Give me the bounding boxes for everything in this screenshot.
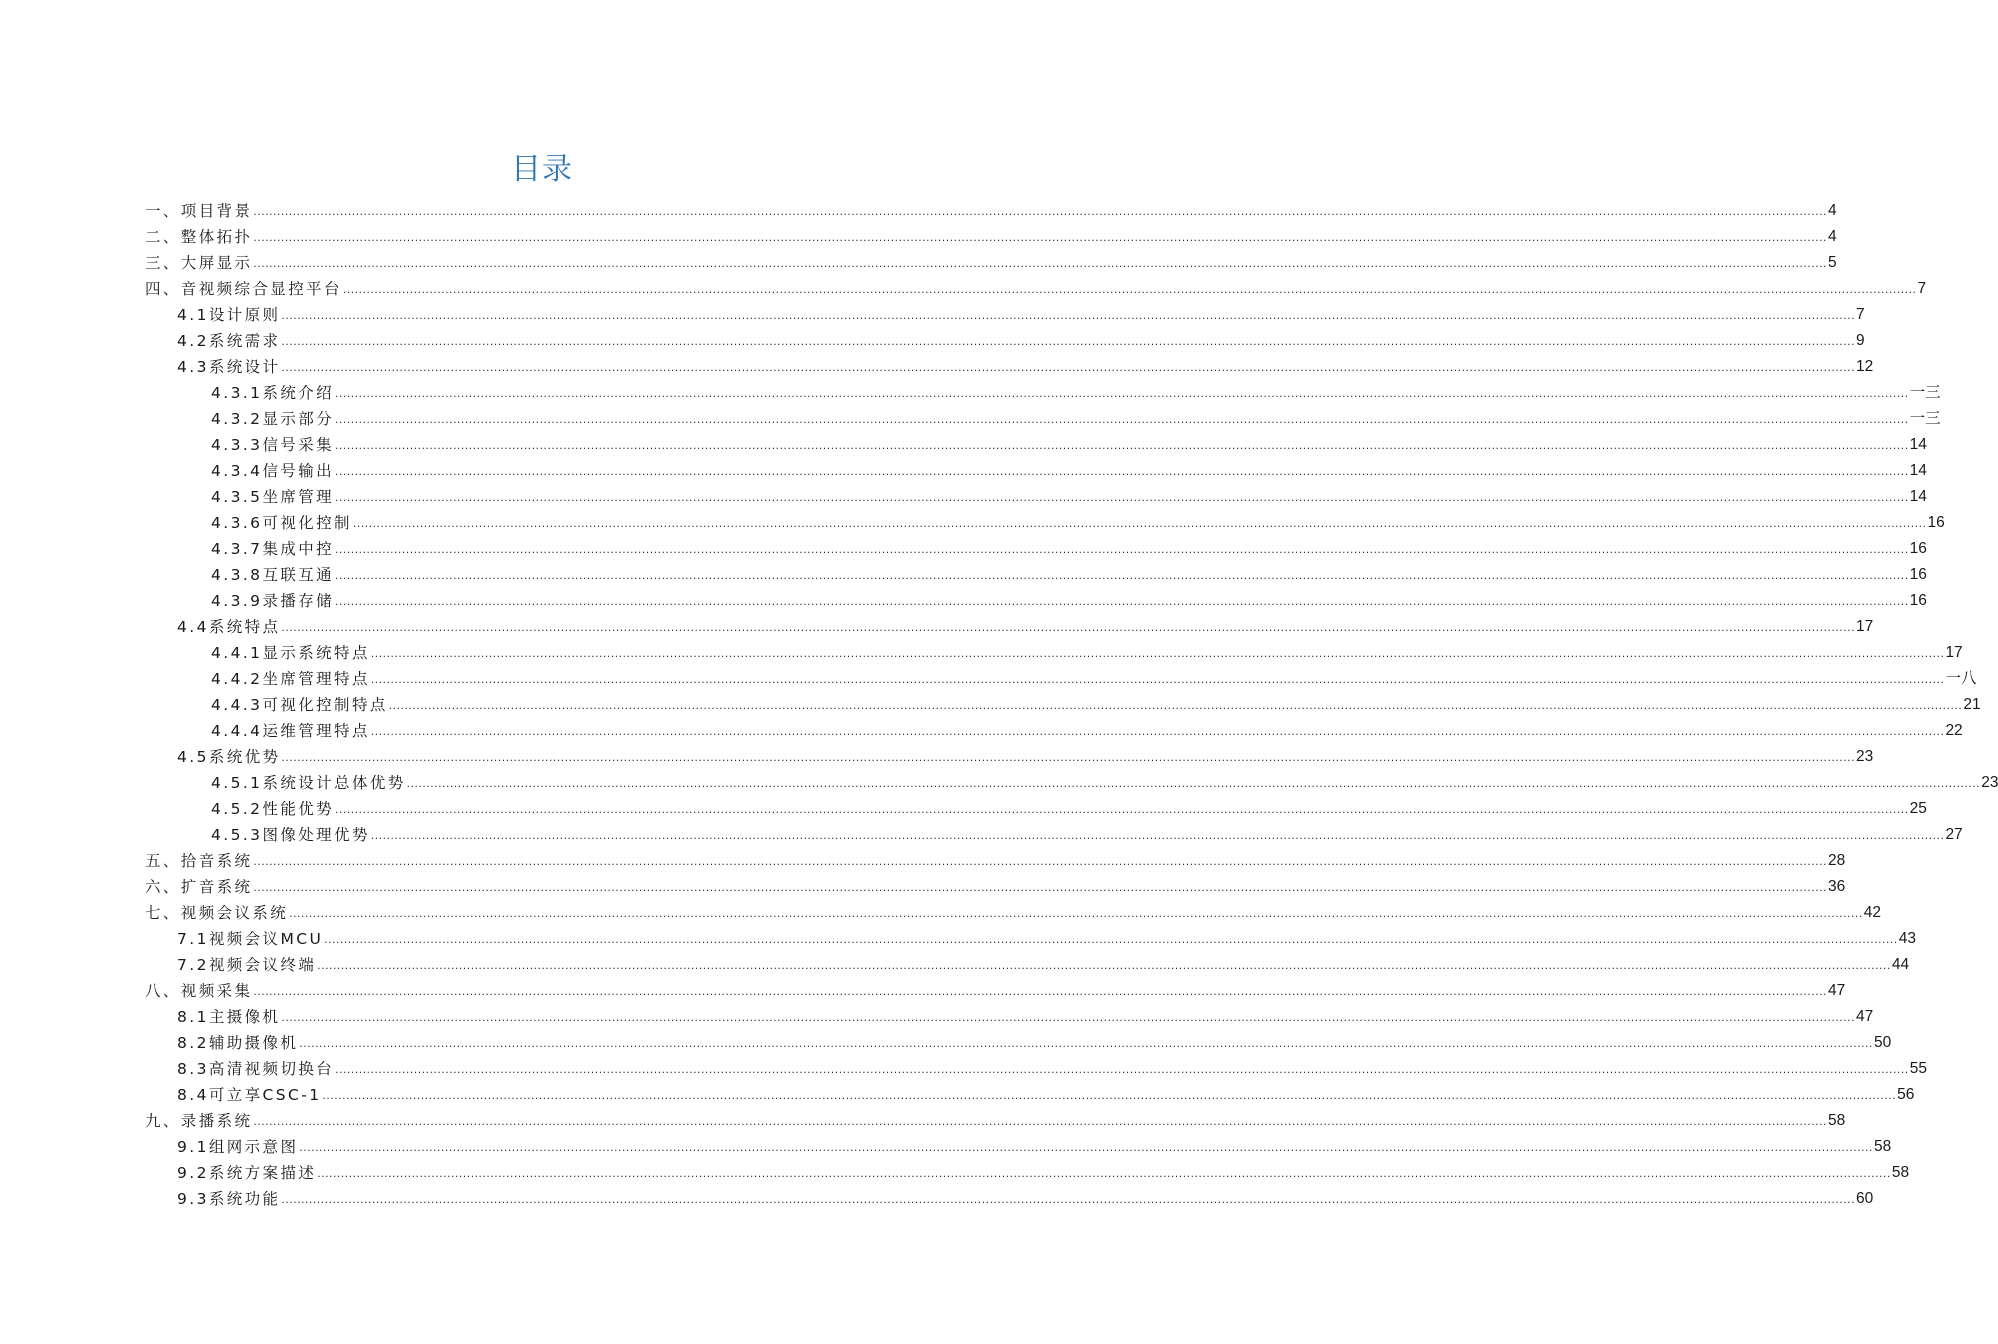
toc-leader-dots: ................................................................................................................................................................................................................................................................................................................................................................................................................ [335,386,1909,400]
toc-leader-dots: ................................................................................................................................................................................................................................................................................................................................................................................................................ [388,698,1963,712]
toc-entry-label: 4.5.1系统设计总体优势 [211,774,406,792]
toc-entry-label: 4.4系统特点 [177,618,281,636]
toc-entry-label: 4.3.2显示部分 [211,410,335,428]
toc-leader-dots: ................................................................................................................................................................................................................................................................................................................................................................................................................ [253,984,1827,998]
toc-entry[interactable] [145,900,1882,926]
toc-entry-label: 8.1主摄像机 [177,1008,281,1026]
toc-entry-label: 七、视频会议系统 [145,904,289,922]
toc-entry[interactable] [211,484,1927,510]
toc-entry-label: 八、视频采集 [145,982,253,1000]
toc-entry-page: 12 [1856,358,1874,375]
toc-entry-label: 4.3.9录播存储 [211,592,335,610]
toc-entry[interactable] [177,614,1874,640]
toc-entry-page: 27 [1945,826,1963,843]
toc-entry-page: 17 [1856,618,1874,635]
toc-leader-dots: ................................................................................................................................................................................................................................................................................................................................................................................................................ [299,1036,1873,1050]
toc-entry-page: 16 [1927,514,1945,531]
toc-entry[interactable] [177,1056,1927,1082]
toc-leader-dots: ................................................................................................................................................................................................................................................................................................................................................................................................................ [281,1010,1856,1024]
toc-entry-label: 4.3.5坐席管理 [211,488,335,506]
toc-title: 目录 [511,152,573,187]
toc-entry[interactable] [177,952,1910,978]
toc-entry-label: 4.3系统设计 [177,358,281,376]
toc-entry-label: 9.1组网示意图 [177,1138,299,1156]
toc-entry-page: 一三 [1909,384,1941,401]
toc-entry[interactable] [211,562,1927,588]
toc-leader-dots: ................................................................................................................................................................................................................................................................................................................................................................................................................ [335,490,1909,504]
toc-entry[interactable] [211,432,1927,458]
toc-entry[interactable] [211,458,1927,484]
toc-entry-label: 三、大屏显示 [145,254,253,272]
toc-entry-label: 4.5.2性能优势 [211,800,335,818]
toc-leader-dots: ................................................................................................................................................................................................................................................................................................................................................................................................................ [281,750,1856,764]
toc-leader-dots: ................................................................................................................................................................................................................................................................................................................................................................................................................ [281,620,1856,634]
toc-entry-page: 23 [1856,748,1874,765]
toc-entry-page: 58 [1891,1164,1910,1181]
toc-leader-dots: ................................................................................................................................................................................................................................................................................................................................................................................................................ [253,854,1827,868]
toc-entry-page: 9 [1856,332,1865,349]
toc-entry-page: 47 [1856,1008,1874,1025]
toc-entry-page: 5 [1828,254,1837,271]
toc-entry[interactable] [211,406,1941,432]
toc-entry-label: 四、音视频综合显控平台 [145,280,342,298]
toc-entry-page: 16 [1909,540,1927,557]
toc-entry-page: 50 [1873,1034,1892,1051]
toc-entry-page: 44 [1891,956,1910,973]
toc-entry-label: 4.3.8互联互通 [211,566,335,584]
toc-leader-dots: ................................................................................................................................................................................................................................................................................................................................................................................................................ [253,230,1827,244]
toc-leader-dots: ................................................................................................................................................................................................................................................................................................................................................................................................................ [352,516,1927,530]
toc-entry-page: 60 [1856,1190,1874,1207]
toc-leader-dots: ................................................................................................................................................................................................................................................................................................................................................................................................................ [370,646,1945,660]
toc-entry[interactable] [211,692,1981,718]
toc-entry-page: 22 [1945,722,1963,739]
toc-entry[interactable] [177,1160,1910,1186]
toc-entry-label: 4.4.2坐席管理特点 [211,670,370,688]
toc-leader-dots: ................................................................................................................................................................................................................................................................................................................................................................................................................ [406,776,1981,790]
toc-entry-page: 7 [1856,306,1865,323]
toc-entry[interactable] [177,926,1917,952]
toc-leader-dots: ................................................................................................................................................................................................................................................................................................................................................................................................................ [335,1062,1909,1076]
toc-entry[interactable] [145,1108,1846,1134]
toc-entry[interactable] [211,640,1963,666]
toc-entry-page: 58 [1828,1112,1846,1129]
toc-entry-label: 4.3.1系统介绍 [211,384,335,402]
toc-entry-page: 4 [1828,202,1837,219]
toc-leader-dots: ................................................................................................................................................................................................................................................................................................................................................................................................................ [370,724,1945,738]
toc-leader-dots: ................................................................................................................................................................................................................................................................................................................................................................................................................ [370,828,1945,842]
toc-entry-label: 9.3系统功能 [177,1190,281,1208]
toc-entry-page: 47 [1828,982,1846,999]
toc-entry-label: 九、录播系统 [145,1112,253,1130]
toc-leader-dots: ................................................................................................................................................................................................................................................................................................................................................................................................................ [324,932,1898,946]
toc-entry-label: 一、项目背景 [145,202,253,220]
toc-entry[interactable] [177,328,1865,354]
toc-entry-page: 7 [1917,280,1927,297]
toc-entry[interactable] [211,510,1945,536]
toc-entry-label: 9.2系统方案描述 [177,1164,317,1182]
toc-entry-page: 43 [1898,930,1917,947]
toc-entry-label: 4.5.3图像处理优势 [211,826,370,844]
toc-entry[interactable] [145,978,1846,1004]
toc-entry-label: 4.2系统需求 [177,332,281,350]
toc-entry-page: 4 [1828,228,1837,245]
toc-leader-dots: ................................................................................................................................................................................................................................................................................................................................................................................................................ [335,542,1909,556]
toc-entry-label: 4.4.1显示系统特点 [211,644,370,662]
toc-entry-page: 56 [1897,1086,1915,1103]
toc-entry[interactable] [211,822,1963,848]
toc-entry-page: 14 [1909,462,1927,479]
toc-entry-label: 二、整体拓扑 [145,228,253,246]
toc-leader-dots: ................................................................................................................................................................................................................................................................................................................................................................................................................ [253,880,1827,894]
toc-entry-page: 一三 [1909,410,1941,427]
toc-entry-page: 55 [1909,1060,1927,1077]
toc-entry-page: 42 [1863,904,1882,921]
toc-leader-dots: ................................................................................................................................................................................................................................................................................................................................................................................................................ [317,1166,1891,1180]
toc-entry[interactable] [177,1186,1874,1212]
toc-entry[interactable] [145,848,1846,874]
toc-entry-page: 23 [1981,774,1998,791]
toc-entry-page: 17 [1945,644,1963,661]
toc-leader-dots: ................................................................................................................................................................................................................................................................................................................................................................................................................ [281,308,1856,322]
toc-entry[interactable] [211,718,1963,744]
toc-entry[interactable] [211,380,1941,406]
toc-entry[interactable] [177,302,1865,328]
toc-entry[interactable] [177,1004,1874,1030]
toc-entry-page: 14 [1909,436,1927,453]
toc-leader-dots: ................................................................................................................................................................................................................................................................................................................................................................................................................ [281,360,1856,374]
toc-entry-page: 一八 [1945,670,1977,687]
toc-leader-dots: ................................................................................................................................................................................................................................................................................................................................................................................................................ [289,906,1863,920]
toc-entry-page: 14 [1909,488,1927,505]
toc-leader-dots: ................................................................................................................................................................................................................................................................................................................................................................................................................ [281,334,1856,348]
toc-entry-label: 4.3.7集成中控 [211,540,335,558]
toc-entry[interactable] [211,770,1998,796]
toc-entry-page: 36 [1828,878,1846,895]
toc-entry[interactable] [145,276,1927,302]
toc-entry[interactable] [177,354,1874,380]
toc-entry-label: 4.3.6可视化控制 [211,514,352,532]
toc-leader-dots: ................................................................................................................................................................................................................................................................................................................................................................................................................ [335,568,1909,582]
toc-leader-dots: ................................................................................................................................................................................................................................................................................................................................................................................................................ [322,1088,1897,1102]
toc-leader-dots: ................................................................................................................................................................................................................................................................................................................................................................................................................ [335,594,1909,608]
toc-entry-label: 4.4.4运维管理特点 [211,722,370,740]
toc-entry-label: 7.1视频会议MCU [177,930,324,948]
toc-leader-dots: ................................................................................................................................................................................................................................................................................................................................................................................................................ [335,802,1909,816]
toc-leader-dots: ................................................................................................................................................................................................................................................................................................................................................................................................................ [335,464,1909,478]
toc-leader-dots: ................................................................................................................................................................................................................................................................................................................................................................................................................ [335,412,1909,426]
toc-entry[interactable] [211,796,1927,822]
toc-entry-page: 21 [1963,696,1981,713]
toc-leader-dots: ................................................................................................................................................................................................................................................................................................................................................................................................................ [342,282,1917,296]
toc-entry[interactable] [177,744,1874,770]
toc-leader-dots: ................................................................................................................................................................................................................................................................................................................................................................................................................ [281,1192,1856,1206]
toc-leader-dots: ................................................................................................................................................................................................................................................................................................................................................................................................................ [335,438,1909,452]
toc-entry-page: 28 [1828,852,1846,869]
toc-entry[interactable] [145,250,1837,276]
toc-entry[interactable] [145,224,1837,250]
toc-entry[interactable] [211,666,1977,692]
toc-entry-page: 25 [1909,800,1927,817]
toc-entry[interactable] [177,1134,1892,1160]
toc-entry-label: 8.4可立享CSC-1 [177,1086,322,1104]
toc-entry-label: 五、拾音系统 [145,852,253,870]
toc-entry-label: 4.4.3可视化控制特点 [211,696,388,714]
toc-entry-label: 六、扩音系统 [145,878,253,896]
toc-leader-dots: ................................................................................................................................................................................................................................................................................................................................................................................................................ [299,1140,1873,1154]
toc-leader-dots: ................................................................................................................................................................................................................................................................................................................................................................................................................ [317,958,1891,972]
toc-entry[interactable] [177,1082,1915,1108]
toc-entry-label: 4.3.4信号输出 [211,462,335,480]
toc-entry[interactable] [145,874,1846,900]
toc-leader-dots: ................................................................................................................................................................................................................................................................................................................................................................................................................ [253,256,1827,270]
toc-entry[interactable] [177,1030,1892,1056]
toc-entry[interactable] [145,198,1837,224]
toc-entry[interactable] [211,536,1927,562]
toc-entry-label: 7.2视频会议终端 [177,956,317,974]
toc-entry-page: 16 [1909,592,1927,609]
toc-entry[interactable] [211,588,1927,614]
toc-leader-dots: ................................................................................................................................................................................................................................................................................................................................................................................................................ [253,204,1827,218]
toc-entry-page: 16 [1909,566,1927,583]
toc-entry-label: 8.3高清视频切换台 [177,1060,335,1078]
toc-leader-dots: ................................................................................................................................................................................................................................................................................................................................................................................................................ [370,672,1945,686]
toc-entry-label: 4.1设计原则 [177,306,281,324]
toc-leader-dots: ................................................................................................................................................................................................................................................................................................................................................................................................................ [253,1114,1827,1128]
toc-entry-label: 4.3.3信号采集 [211,436,335,454]
toc-entry-label: 4.5系统优势 [177,748,281,766]
toc-entry-page: 58 [1873,1138,1892,1155]
toc-entry-label: 8.2辅助摄像机 [177,1034,299,1052]
